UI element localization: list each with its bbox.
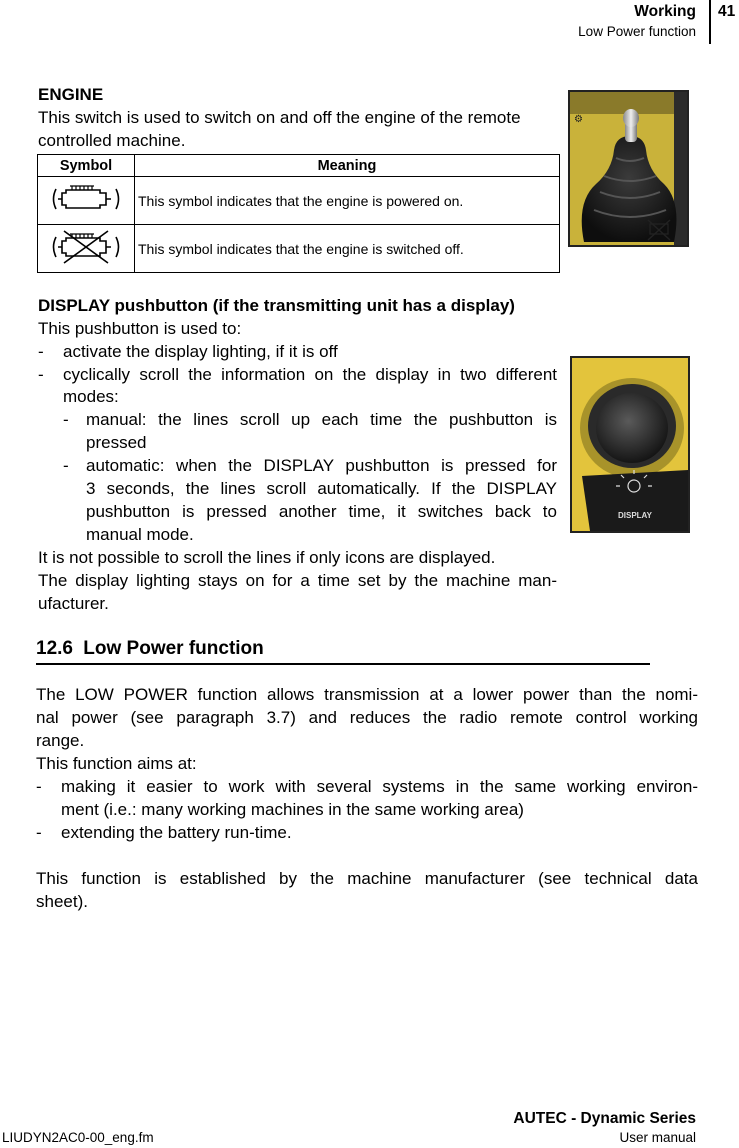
- symbol-cell: [38, 177, 135, 225]
- section-heading: [36, 638, 264, 660]
- meaning-cell: This symbol indicates that the engine is switched off.: [135, 225, 560, 273]
- low-power-p1-line-1: The LOW POWER function allows transmission at a lower power than the nomi-: [36, 685, 698, 704]
- low-power-p1-line-2: nal power (see paragraph 3.7) and reduces the radio remote control working: [36, 708, 698, 727]
- engine-switch-photo: [568, 90, 689, 247]
- low-power-p2: This function aims at:: [36, 754, 197, 773]
- footer-series: AUTEC - Dynamic Series: [513, 1110, 696, 1127]
- bullet-dash: -: [38, 365, 44, 384]
- bullet-dash: -: [36, 823, 42, 842]
- display-note-line-3: ufacturer.: [38, 594, 109, 613]
- table-row: [38, 177, 560, 225]
- meaning-column-header: Meaning: [135, 155, 560, 177]
- section-number: 12.6: [36, 638, 73, 659]
- header-title: Working: [634, 3, 696, 20]
- display-bullet-2-line-2: modes:: [63, 387, 119, 406]
- section-title: Low Power function: [83, 638, 264, 659]
- symbol-column-header: Symbol: [38, 155, 135, 177]
- footer-file-name: LIUDYN2AC0-00_eng.fm: [2, 1130, 154, 1145]
- engine-intro-line-1: This switch is used to switch on and off the engine of the remote: [38, 108, 521, 127]
- low-power-p3-line-2: sheet).: [36, 892, 88, 911]
- display-note-line-1: It is not possible to scroll the lines if only icons are displayed.: [38, 548, 496, 567]
- display-bullet-1: activate the display lighting, if it is off: [63, 342, 338, 361]
- display-subbullet-2-line-2: 3 seconds, the lines scroll automatically. If the DISPLAY: [86, 479, 557, 498]
- engine-intro-line-2: controlled machine.: [38, 131, 186, 150]
- display-heading: DISPLAY pushbutton (if the transmitting unit has a display): [38, 296, 515, 315]
- symbol-cell: [38, 225, 135, 273]
- symbol-table-header: [38, 155, 560, 177]
- table-row: [38, 225, 560, 273]
- low-power-bullet-1-line-1: making it easier to work with several systems in the same working environ-: [61, 777, 698, 796]
- display-note-line-2: The display lighting stays on for a time set by the machine man-: [38, 571, 557, 590]
- display-bullet-2-line-1: cyclically scroll the information on the display in two different: [63, 365, 557, 384]
- bullet-dash: -: [36, 777, 42, 796]
- display-pushbutton-illustration: [572, 358, 688, 531]
- display-subbullet-1-line-1: manual: the lines scroll up each time the pushbutton is: [86, 410, 557, 429]
- header-subtitle: Low Power function: [578, 24, 696, 39]
- display-subbullet-2-line-3: pushbutton is pressed another time, it switches back to: [86, 502, 557, 521]
- low-power-p1-line-3: range.: [36, 731, 85, 750]
- meaning-cell: This symbol indicates that the engine is powered on.: [135, 177, 560, 225]
- bullet-dash: -: [63, 410, 69, 429]
- footer-manual: User manual: [619, 1130, 696, 1145]
- bullet-dash: -: [63, 456, 69, 475]
- section-rule: [36, 663, 650, 665]
- engine-off-icon: [50, 230, 122, 264]
- engine-heading: ENGINE: [38, 85, 104, 104]
- svg-text:⚙: ⚙: [574, 114, 583, 125]
- display-pushbutton-photo: [570, 356, 690, 533]
- photo-display-label: DISPLAY: [618, 511, 652, 520]
- low-power-p3-line-1: This function is established by the machine manufacturer (see technical data: [36, 869, 698, 888]
- bullet-dash: -: [38, 342, 44, 361]
- display-subbullet-1-line-2: pressed: [86, 433, 147, 452]
- display-subbullet-2-line-4: manual mode.: [86, 525, 194, 544]
- low-power-bullet-2: extending the battery run-time.: [61, 823, 292, 842]
- header-divider: [709, 0, 711, 44]
- engine-switch-illustration: [570, 92, 687, 245]
- display-subbullet-2-line-1: automatic: when the DISPLAY pushbutton is pressed for: [86, 456, 557, 475]
- display-intro: This pushbutton is used to:: [38, 319, 242, 338]
- symbol-table: [37, 154, 560, 273]
- low-power-bullet-1-line-2: ment (i.e.: many working machines in the same working area): [61, 800, 524, 819]
- engine-on-icon: [50, 184, 122, 214]
- page-number: 41: [718, 3, 736, 20]
